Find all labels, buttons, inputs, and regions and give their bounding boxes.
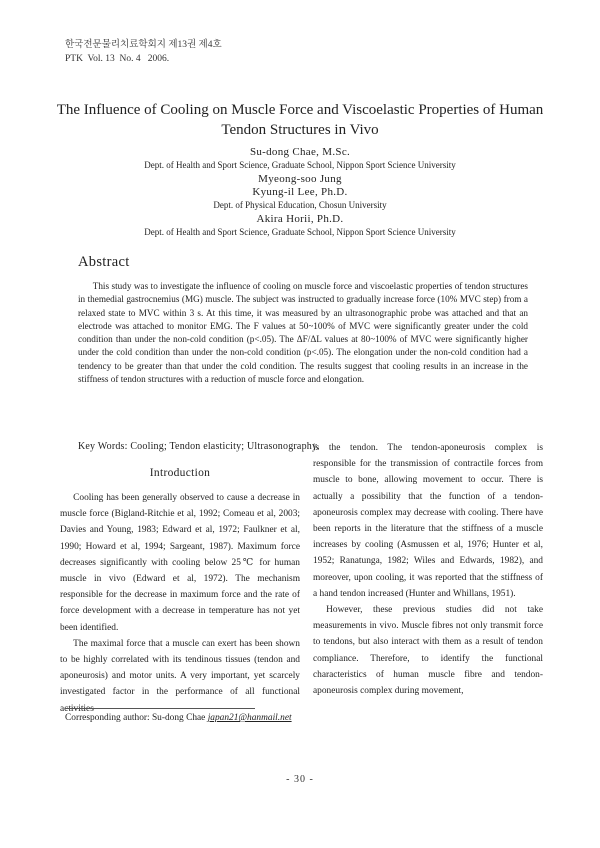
intro-paragraph: Cooling has been generally observed to cause a decrease in muscle force (Bigland-Ritchie et al, 1992; Comeau et al, 2003; Davies and Young, 1983; Edward et al, 1972; Faulkner et al, 1990; Howard et al, 1994; Sargeant, 1987). Maximum force decreases significantly with cooling below 25℃ for human muscle in vivo (Edward et al, 1972). The mechanism responsible for the decrease in maximum force and the rate of force development with a decrease in temperature has not yet been identified. [60, 493, 300, 633]
paper-title: The Influence of Cooling on Muscle Force and Viscoelastic Properties of Human Tendon Structures in Vivo [56, 102, 544, 138]
keywords: Key Words: Cooling; Tendon elasticity; Ultrasonography. [78, 441, 320, 452]
footnote-label: Corresponding author: Su-dong Chae [65, 713, 206, 723]
footnote [65, 713, 292, 723]
journal-english-line: PTK Vol. 13 No. 4 2006. [65, 54, 170, 64]
author-3 [40, 186, 560, 211]
abstract-body: This study was to investigate the influence of cooling on muscle force and viscoelastic properties of tendon structures in themedial gastrocnemius (MG) muscle. The subject was instructed to gradually increase force (10% MVC step) from a relaxed state to MVC within 3 s. At this time, it was measured by an ultrasonographic probe was attached and that an electrode was attached to monitor EMG. The F values at 50~100% of MVC were significantly greater under the cold condition than under the non-cold condition (p<.05). The ΔF/ΔL values at 80~100% of MVC were significantly higher under the cold condition than under the non-cold condition (p<.05). The elongation under the non-cold condition had a tendency to be greater than that under the cold condition. The results suggest that cooling results in an increase in the stiffness of tendon structures with a reduction of muscle force and elongation. [78, 281, 528, 385]
left-column [60, 464, 300, 717]
intro-paragraph: However, these previous studies did not take measurements in vivo. Muscle fibres not only transmit force to tendons, but also interact with them as a result of tendon compliance. Therefore, to identify the functional characteristics of human muscle fibre and tendon-aponeurosis complex during movement, [313, 605, 543, 697]
author-name: Su-dong Chae, M.Sc. [249, 146, 351, 158]
author-name: Kyung-il Lee, Ph.D. [252, 186, 348, 198]
page-number: - 30 - [286, 774, 314, 785]
author-affiliation: Dept. of Health and Sport Science, Graduate School, Nippon Sport Science University [144, 160, 456, 170]
right-column [313, 440, 543, 699]
intro-paragraph: The maximal force that a muscle can exert has been shown to be highly correlated with its tendinous tissues (tendon and aponeurosis) and motor units. A very important, yet scarcely investigated factor in the performance of all functional activities [60, 638, 300, 714]
intro-paragraph: is the tendon. The tendon-aponeurosis complex is responsible for the transmission of contractile forces from muscle to bone, allowing movement to occur. There is actually a possibility that the function of a tendon-aponeurosis complex may decrease with cooling. There have been reports in the literature that the stiffness of a muscle increases by cooling (Asmussen et al, 1976; Hunter et al, 1952; Ranatunga, 1982; Wiles and Edwards, 1982), and moreover, upon cooling, it was reported that the stiffness of a hand tendon increased (Hunter and Whillans, 1951). [313, 443, 543, 599]
author-email-link[interactable]: japan21@hanmail.net [207, 713, 292, 723]
footnote-divider [65, 708, 255, 709]
author-affiliation: Dept. of Health and Sport Science, Graduate School, Nippon Sport Science University [144, 227, 456, 237]
abstract-heading: Abstract [78, 254, 130, 270]
introduction-heading: Introduction [149, 467, 211, 479]
author-2 [40, 173, 560, 186]
author-name: Myeong-soo Jung [258, 173, 342, 185]
author-1 [40, 146, 560, 171]
journal-korean-line: 한국전문물리치료학회지 제13권 제4호 [65, 40, 222, 50]
author-block [40, 146, 560, 240]
author-affiliation: Dept. of Physical Education, Chosun University [213, 200, 387, 210]
author-name: Akira Horii, Ph.D. [256, 213, 344, 225]
author-4 [40, 213, 560, 238]
journal-header [65, 38, 222, 66]
